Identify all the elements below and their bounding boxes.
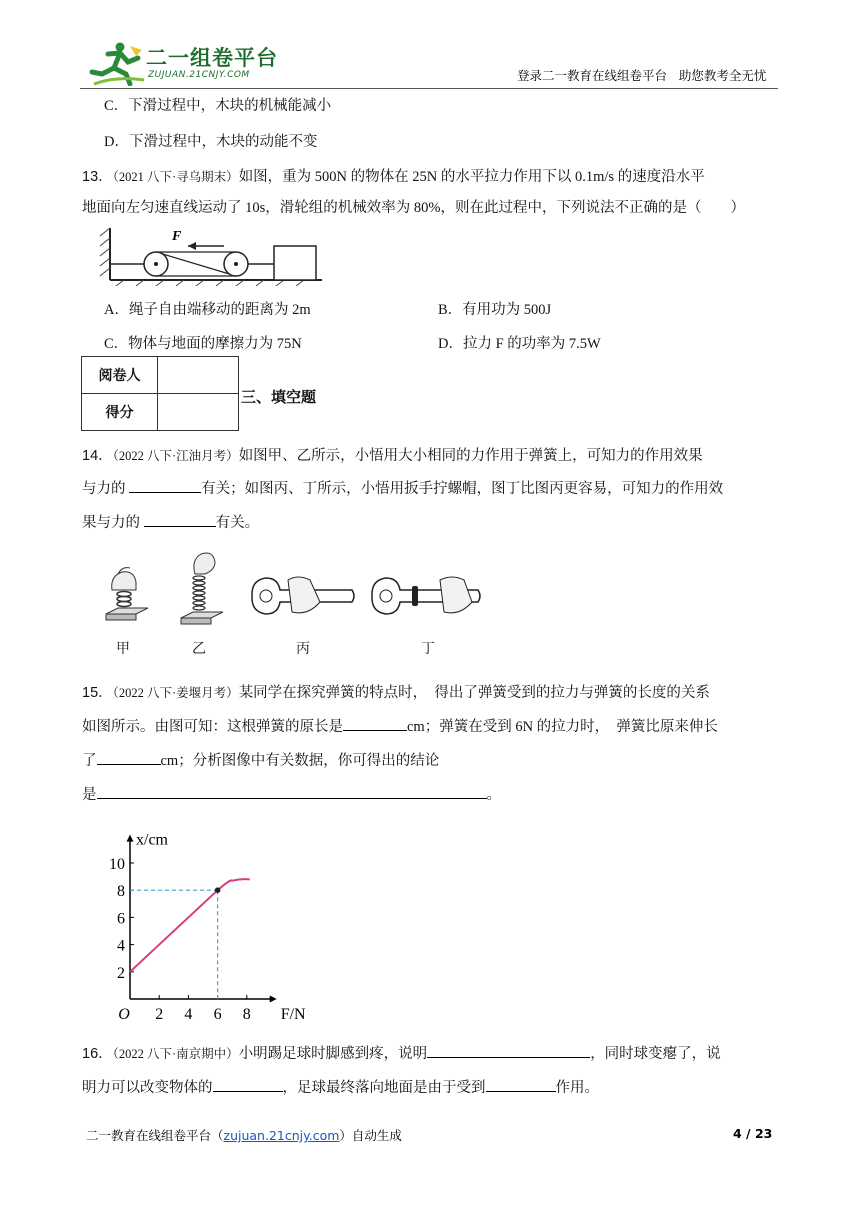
page-number: 4 / 23 bbox=[733, 1126, 773, 1141]
wrench-figure-near bbox=[248, 572, 358, 622]
q15-line2-text-b: cm；弹簧在受到 6N 的拉力时， 弹簧比原来伸长 bbox=[407, 719, 718, 735]
footer-source bbox=[86, 1126, 402, 1144]
caption-bing: 丙 bbox=[296, 641, 310, 657]
q15-line2-text-a: 如图所示。由图可知：这根弹簧的原长是 bbox=[82, 719, 343, 735]
section-title: 三、填空题 bbox=[241, 388, 317, 406]
q14-number: 14． bbox=[82, 448, 113, 464]
x-axis-label: F/N bbox=[280, 1006, 306, 1023]
q15-line4-text-a: 是 bbox=[82, 787, 97, 803]
footer-suffix: ）自动生成 bbox=[339, 1128, 402, 1143]
q14-line2-text-a: 与力的 bbox=[82, 481, 130, 497]
q16-line2-text-b: ，足球最终落向地面是由于受到 bbox=[282, 1080, 486, 1096]
q14-line2-text-b: 有关；如图丙、丁所示，小悟用扳手拧螺帽，图丁比图丙更容易，可知力的作用效 bbox=[201, 481, 724, 497]
q15-stem-line1 bbox=[82, 681, 710, 702]
y-tick-label: 8 bbox=[117, 883, 125, 901]
score-label: 得分 bbox=[82, 394, 158, 431]
q15-blank-3[interactable] bbox=[97, 784, 487, 799]
q13-option-d: D．拉力 F 的功率为 7.5W bbox=[438, 336, 601, 352]
q15-stem-line3 bbox=[82, 749, 439, 770]
spring-curve bbox=[130, 879, 250, 972]
footer-prefix: 二一教育在线组卷平台（ bbox=[86, 1128, 224, 1143]
q12-option-c: C．下滑过程中，木块的机械能减小 bbox=[104, 98, 332, 114]
caption-ding: 丁 bbox=[421, 641, 435, 657]
y-tick-label: 6 bbox=[117, 910, 125, 928]
highlight-point bbox=[215, 887, 221, 893]
q15-number: 15． bbox=[82, 685, 113, 701]
q14-stem-line1 bbox=[82, 444, 703, 465]
q16-blank-3[interactable] bbox=[486, 1077, 556, 1092]
x-tick-label: 2 bbox=[155, 1006, 164, 1023]
logo-title: 二一组卷平台 bbox=[146, 46, 278, 70]
footer-link[interactable]: zujuan.21cnjy.com bbox=[223, 1128, 340, 1143]
q15-line4-text-b: 。 bbox=[486, 787, 501, 803]
q16-source: （2022 八下·南京期中） bbox=[112, 1047, 239, 1061]
x-tick-label: 6 bbox=[213, 1006, 222, 1023]
q13-stem-text: 如图，重为 500N 的物体在 25N 的水平拉力作用下以 0.1m/s 的速度沿水平 bbox=[238, 169, 705, 185]
runner-logo-icon bbox=[86, 40, 148, 86]
q14-stem-line3 bbox=[82, 511, 259, 532]
y-axis-label: x/cm bbox=[136, 831, 168, 849]
q15-line3-text-a: 了 bbox=[82, 753, 97, 769]
spring-graph bbox=[108, 812, 308, 1027]
reviewer-cell[interactable] bbox=[158, 357, 239, 394]
site-logo bbox=[86, 40, 286, 86]
q14-blank-2[interactable] bbox=[144, 512, 216, 527]
q13-option-b: B．有用功为 500J bbox=[438, 302, 552, 318]
q16-line1-text-b: ，同时球变瘪了，说 bbox=[590, 1046, 721, 1062]
y-tick-label: 4 bbox=[117, 937, 125, 955]
q14-blank-1[interactable] bbox=[129, 478, 201, 493]
caption-yi: 乙 bbox=[192, 641, 206, 657]
q13-option-a: A．绳子自由端移动的距离为 2m bbox=[104, 302, 311, 318]
q14-line3-text-b: 有关。 bbox=[215, 515, 260, 531]
score-cell[interactable] bbox=[158, 394, 239, 431]
q13-stem-line2: 地面向左匀速直线运动了 10s，滑轮组的机械效率为 80%，则在此过程中，下列说法不正确的是（ ） bbox=[82, 200, 745, 216]
x-tick-label: 8 bbox=[242, 1006, 251, 1023]
origin-label: O bbox=[118, 1006, 130, 1023]
q15-stem-text: 某同学在探究弹簧的特点时， 得出了弹簧受到的拉力与弹簧的长度的关系 bbox=[238, 685, 710, 701]
y-axis-arrow bbox=[127, 835, 134, 842]
q15-stem-line2 bbox=[82, 715, 718, 736]
q15-blank-1[interactable] bbox=[343, 716, 407, 731]
header-slogan: 登录二一教育在线组卷平台 助您教考全无忧 bbox=[517, 68, 767, 83]
q14-line3-text-a: 果与力的 bbox=[82, 515, 144, 531]
q14-source: （2022 八下·江油月考） bbox=[112, 449, 239, 463]
q13-source: （2021 八下·寻乌期末） bbox=[112, 170, 239, 184]
q15-stem-line4 bbox=[82, 783, 501, 804]
q16-stem-line1 bbox=[82, 1042, 721, 1063]
q12-option-d: D．下滑过程中，木块的动能不变 bbox=[104, 134, 318, 150]
q16-line2-text-a: 明力可以改变物体的 bbox=[82, 1080, 213, 1096]
q16-line2-text-c: 作用。 bbox=[555, 1080, 599, 1096]
score-box bbox=[81, 356, 239, 431]
q15-line3-text-b: cm；分析图像中有关数据，你可得出的结论 bbox=[160, 753, 440, 769]
x-axis-arrow bbox=[270, 996, 277, 1003]
q16-number: 16． bbox=[82, 1046, 113, 1062]
q16-blank-1[interactable] bbox=[427, 1043, 590, 1058]
q13-option-c: C．物体与地面的摩擦力为 75N bbox=[104, 336, 302, 352]
logo-subtitle: ZUJUAN.21CNJY.COM bbox=[148, 70, 250, 80]
q15-source: （2022 八下·姜堰月考） bbox=[112, 686, 239, 700]
q14-stem-text: 如图甲、乙所示，小悟用大小相同的力作用于弹簧上，可知力的作用效果 bbox=[238, 448, 703, 464]
q14-stem-line2 bbox=[82, 477, 723, 498]
q16-blank-2[interactable] bbox=[213, 1077, 283, 1092]
y-tick-label: 2 bbox=[117, 964, 125, 982]
q15-blank-2[interactable] bbox=[97, 750, 161, 765]
reviewer-label: 阅卷人 bbox=[82, 357, 158, 394]
force-label: F bbox=[172, 229, 182, 244]
spring-press-figure bbox=[100, 562, 150, 632]
q16-stem-line2 bbox=[82, 1076, 599, 1097]
header-divider bbox=[80, 88, 778, 89]
spring-pull-figure bbox=[175, 546, 225, 636]
q16-line1-text-a: 小明踢足球时脚感到疼，说明 bbox=[238, 1046, 428, 1062]
y-tick-label: 10 bbox=[109, 856, 125, 873]
x-tick-label: 4 bbox=[184, 1006, 193, 1023]
q13-stem-line1 bbox=[82, 165, 705, 186]
wrench-figure-far bbox=[368, 572, 488, 622]
caption-jia: 甲 bbox=[116, 641, 130, 657]
pulley-figure bbox=[96, 224, 326, 286]
q13-number: 13． bbox=[82, 169, 113, 185]
